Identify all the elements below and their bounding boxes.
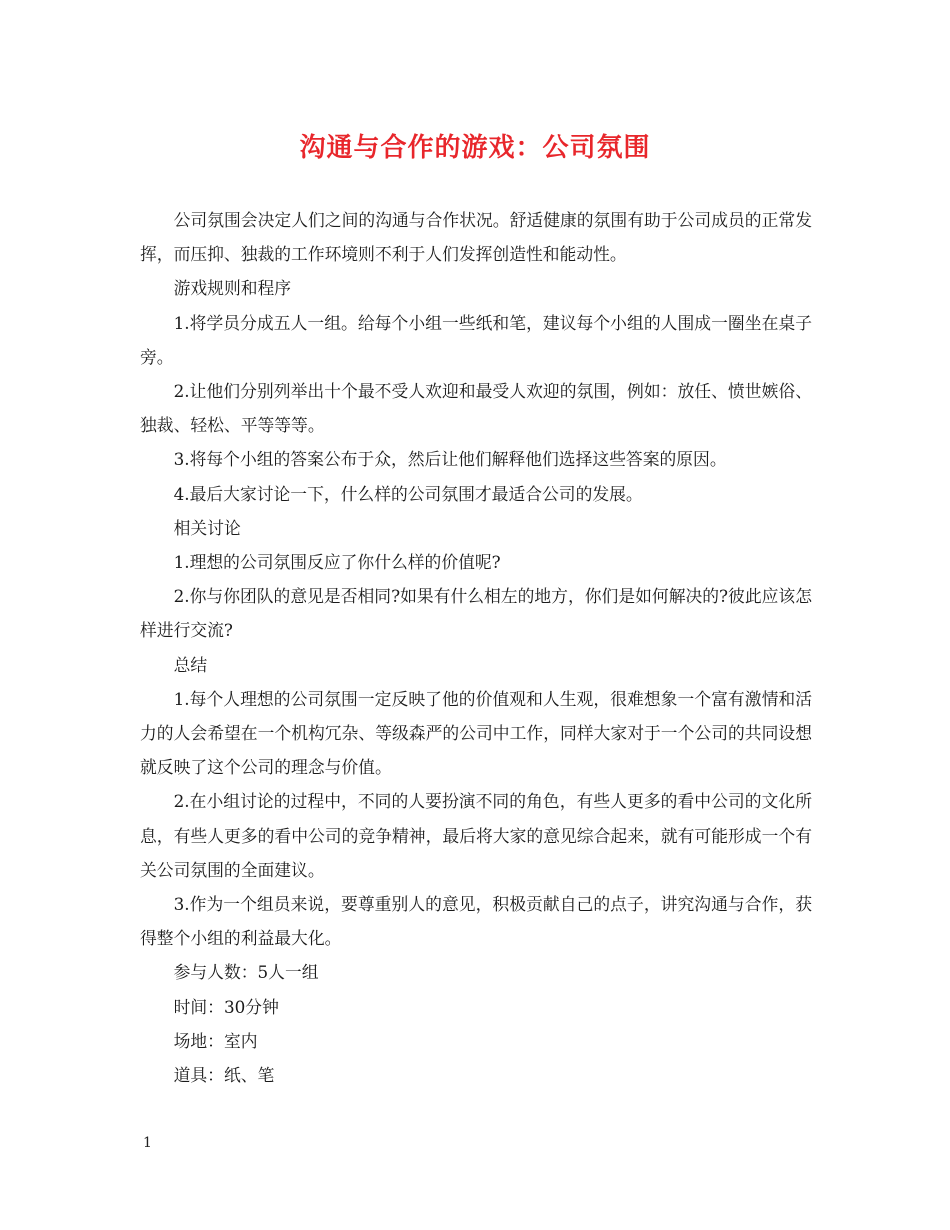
rule-item-2: 2.让他们分别列举出十个最不受人欢迎和最受人欢迎的氛围，例如：放任、愤世嫉俗、独裁、轻松、平等等等。 xyxy=(140,381,812,436)
section-heading-summary: 总结 xyxy=(173,654,208,675)
rule-item-1: 1.将学员分成五人一组。给每个小组一些纸和笔，建议每个小组的人围成一圈坐在桌子旁。 xyxy=(140,312,812,367)
section-heading-discussion: 相关讨论 xyxy=(173,517,241,538)
paragraph-intro: 公司氛围会决定人们之间的沟通与合作状况。舒适健康的氛围有助于公司成员的正常发挥，而压抑、独裁的工作环境则不利于人们发挥创造性和能动性。 xyxy=(140,210,812,265)
rule-item-4: 4.最后大家讨论一下，什么样的公司氛围才最适合公司的发展。 xyxy=(173,483,643,504)
info-participants: 参与人数：5人一组 xyxy=(173,962,319,983)
info-venue: 场地：室内 xyxy=(173,1030,258,1051)
discussion-item-2: 2.你与你团队的意见是否相同?如果有什么相左的地方，你们是如何解决的?彼此应该怎样进行交流? xyxy=(140,586,812,641)
document-body xyxy=(140,203,812,1092)
summary-item-2: 2.在小组讨论的过程中，不同的人要扮演不同的角色，有些人更多的看中公司的文化所息，有些人更多的看中公司的竞争精神，最后将大家的意见综合起来，就有可能形成一个有关公司氛围的全面建议。 xyxy=(140,791,812,880)
document-title: 沟通与合作的游戏：公司氛围 xyxy=(299,133,651,163)
summary-item-1: 1.每个人理想的公司氛围一定反映了他的价值观和人生观，很难想象一个富有激情和活力的人会希望在一个机构冗杂、等级森严的公司中工作，同样大家对于一个公司的共同设想就反映了这个公司的理念与价值。 xyxy=(140,688,812,778)
summary-item-3: 3.作为一个组员来说，要尊重别人的意见，积极贡献自己的点子，讲究沟通与合作，获得整个小组的利益最大化。 xyxy=(140,894,812,949)
info-time: 时间：30分钟 xyxy=(173,996,279,1017)
rule-item-3: 3.将每个小组的答案公布于众，然后让他们解释他们选择这些答案的原因。 xyxy=(173,449,727,470)
info-props: 道具：纸、笔 xyxy=(173,1065,275,1086)
section-heading-rules: 游戏规则和程序 xyxy=(173,278,292,299)
discussion-item-1: 1.理想的公司氛围反应了你什么样的价值呢? xyxy=(173,552,501,573)
page-number: 1 xyxy=(143,1135,152,1151)
